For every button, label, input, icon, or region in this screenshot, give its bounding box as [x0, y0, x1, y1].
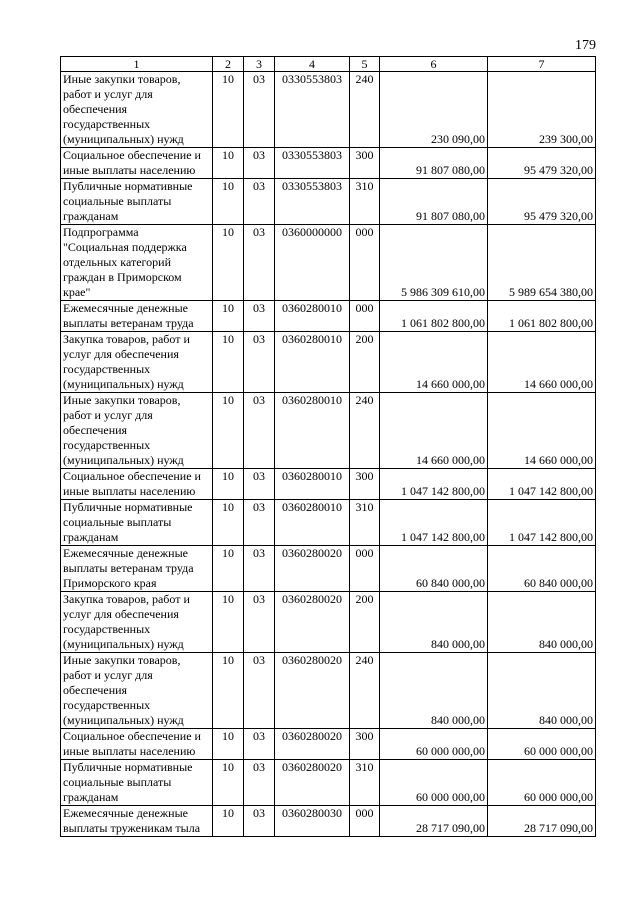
row-name: Публичные нормативные социальные выплаты гражданам — [61, 500, 213, 546]
expense-type-code: 310 — [350, 179, 380, 225]
expense-type-code: 200 — [350, 332, 380, 393]
row-name: Иные закупки товаров, работ и услуг для обеспечения государственных (муниципальных) нужд — [61, 393, 213, 469]
table-row — [61, 469, 596, 500]
target-article-code: 0360280020 — [275, 653, 350, 729]
table-row — [61, 332, 596, 393]
expense-type-code: 240 — [350, 653, 380, 729]
amount-year-1: 5 986 309 610,00 — [380, 225, 488, 301]
amount-year-1: 1 047 142 800,00 — [380, 469, 488, 500]
page-number: 179 — [575, 38, 596, 53]
subsection-code: 03 — [244, 729, 275, 760]
amount-year-2: 60 840 000,00 — [488, 546, 596, 592]
header-col-7: 7 — [488, 57, 596, 72]
row-name: Социальное обеспечение и иные выплаты населению — [61, 729, 213, 760]
amount-year-2: 1 061 802 800,00 — [488, 301, 596, 332]
expense-type-code: 240 — [350, 393, 380, 469]
expense-type-code: 310 — [350, 500, 380, 546]
amount-year-2: 239 300,00 — [488, 72, 596, 148]
amount-year-2: 5 989 654 380,00 — [488, 225, 596, 301]
expense-type-code: 000 — [350, 301, 380, 332]
subsection-code: 03 — [244, 393, 275, 469]
header-col-3: 3 — [244, 57, 275, 72]
table-row — [61, 148, 596, 179]
section-code: 10 — [213, 653, 244, 729]
expense-type-code: 300 — [350, 148, 380, 179]
amount-year-1: 1 047 142 800,00 — [380, 500, 488, 546]
subsection-code: 03 — [244, 332, 275, 393]
section-code: 10 — [213, 179, 244, 225]
row-name: Иные закупки товаров, работ и услуг для обеспечения государственных (муниципальных) нужд — [61, 72, 213, 148]
subsection-code: 03 — [244, 546, 275, 592]
amount-year-2: 60 000 000,00 — [488, 760, 596, 806]
amount-year-1: 60 000 000,00 — [380, 729, 488, 760]
row-name: Публичные нормативные социальные выплаты гражданам — [61, 760, 213, 806]
amount-year-2: 840 000,00 — [488, 592, 596, 653]
subsection-code: 03 — [244, 148, 275, 179]
section-code: 10 — [213, 225, 244, 301]
amount-year-2: 95 479 320,00 — [488, 179, 596, 225]
target-article-code: 0360280020 — [275, 592, 350, 653]
expense-type-code: 310 — [350, 760, 380, 806]
target-article-code: 0330553803 — [275, 148, 350, 179]
amount-year-2: 14 660 000,00 — [488, 393, 596, 469]
amount-year-1: 840 000,00 — [380, 653, 488, 729]
section-code: 10 — [213, 806, 244, 837]
target-article-code: 0360280010 — [275, 301, 350, 332]
amount-year-1: 60 000 000,00 — [380, 760, 488, 806]
amount-year-2: 1 047 142 800,00 — [488, 500, 596, 546]
target-article-code: 0360280020 — [275, 729, 350, 760]
row-name: Социальное обеспечение и иные выплаты населению — [61, 469, 213, 500]
target-article-code: 0360280020 — [275, 546, 350, 592]
subsection-code: 03 — [244, 592, 275, 653]
budget-table — [60, 56, 596, 837]
subsection-code: 03 — [244, 72, 275, 148]
header-col-6: 6 — [380, 57, 488, 72]
expense-type-code: 200 — [350, 592, 380, 653]
amount-year-1: 14 660 000,00 — [380, 332, 488, 393]
target-article-code: 0360280010 — [275, 500, 350, 546]
amount-year-1: 91 807 080,00 — [380, 179, 488, 225]
table-row — [61, 592, 596, 653]
table-row — [61, 179, 596, 225]
subsection-code: 03 — [244, 179, 275, 225]
table-row — [61, 806, 596, 837]
amount-year-1: 230 090,00 — [380, 72, 488, 148]
row-name: Социальное обеспечение и иные выплаты населению — [61, 148, 213, 179]
section-code: 10 — [213, 546, 244, 592]
subsection-code: 03 — [244, 653, 275, 729]
table-row — [61, 225, 596, 301]
target-article-code: 0360280010 — [275, 393, 350, 469]
table-row — [61, 546, 596, 592]
amount-year-2: 95 479 320,00 — [488, 148, 596, 179]
expense-type-code: 300 — [350, 469, 380, 500]
subsection-code: 03 — [244, 500, 275, 546]
amount-year-1: 14 660 000,00 — [380, 393, 488, 469]
amount-year-1: 840 000,00 — [380, 592, 488, 653]
section-code: 10 — [213, 393, 244, 469]
target-article-code: 0360280030 — [275, 806, 350, 837]
section-code: 10 — [213, 72, 244, 148]
section-code: 10 — [213, 760, 244, 806]
expense-type-code: 000 — [350, 806, 380, 837]
subsection-code: 03 — [244, 301, 275, 332]
expense-type-code: 300 — [350, 729, 380, 760]
header-col-2: 2 — [213, 57, 244, 72]
row-name: Подпрограмма "Социальная поддержка отдельных категорий граждан в Приморском крае" — [61, 225, 213, 301]
table-body — [61, 72, 596, 837]
section-code: 10 — [213, 148, 244, 179]
table-row — [61, 653, 596, 729]
row-name: Закупка товаров, работ и услуг для обеспечения государственных (муниципальных) нужд — [61, 332, 213, 393]
target-article-code: 0360280020 — [275, 760, 350, 806]
row-name: Закупка товаров, работ и услуг для обеспечения государственных (муниципальных) нужд — [61, 592, 213, 653]
table-header-row — [61, 57, 596, 72]
target-article-code: 0360280010 — [275, 332, 350, 393]
row-name: Ежемесячные денежные выплаты труженикам тыла — [61, 806, 213, 837]
subsection-code: 03 — [244, 469, 275, 500]
row-name: Иные закупки товаров, работ и услуг для обеспечения государственных (муниципальных) нужд — [61, 653, 213, 729]
amount-year-2: 28 717 090,00 — [488, 806, 596, 837]
row-name: Ежемесячные денежные выплаты ветеранам труда — [61, 301, 213, 332]
section-code: 10 — [213, 469, 244, 500]
expense-type-code: 000 — [350, 546, 380, 592]
target-article-code: 0330553803 — [275, 179, 350, 225]
target-article-code: 0360280010 — [275, 469, 350, 500]
amount-year-2: 1 047 142 800,00 — [488, 469, 596, 500]
expense-type-code: 000 — [350, 225, 380, 301]
header-col-5: 5 — [350, 57, 380, 72]
section-code: 10 — [213, 301, 244, 332]
subsection-code: 03 — [244, 806, 275, 837]
section-code: 10 — [213, 500, 244, 546]
amount-year-2: 60 000 000,00 — [488, 729, 596, 760]
table-row — [61, 760, 596, 806]
target-article-code: 0330553803 — [275, 72, 350, 148]
table-row — [61, 393, 596, 469]
amount-year-2: 14 660 000,00 — [488, 332, 596, 393]
amount-year-1: 60 840 000,00 — [380, 546, 488, 592]
amount-year-1: 28 717 090,00 — [380, 806, 488, 837]
section-code: 10 — [213, 332, 244, 393]
table-row — [61, 301, 596, 332]
target-article-code: 0360000000 — [275, 225, 350, 301]
table-row — [61, 500, 596, 546]
section-code: 10 — [213, 729, 244, 760]
amount-year-1: 91 807 080,00 — [380, 148, 488, 179]
subsection-code: 03 — [244, 225, 275, 301]
table-row — [61, 729, 596, 760]
section-code: 10 — [213, 592, 244, 653]
header-col-1: 1 — [61, 57, 213, 72]
table-row — [61, 72, 596, 148]
expense-type-code: 240 — [350, 72, 380, 148]
subsection-code: 03 — [244, 760, 275, 806]
row-name: Ежемесячные денежные выплаты ветеранам труда Приморского края — [61, 546, 213, 592]
header-col-4: 4 — [275, 57, 350, 72]
amount-year-2: 840 000,00 — [488, 653, 596, 729]
row-name: Публичные нормативные социальные выплаты гражданам — [61, 179, 213, 225]
amount-year-1: 1 061 802 800,00 — [380, 301, 488, 332]
